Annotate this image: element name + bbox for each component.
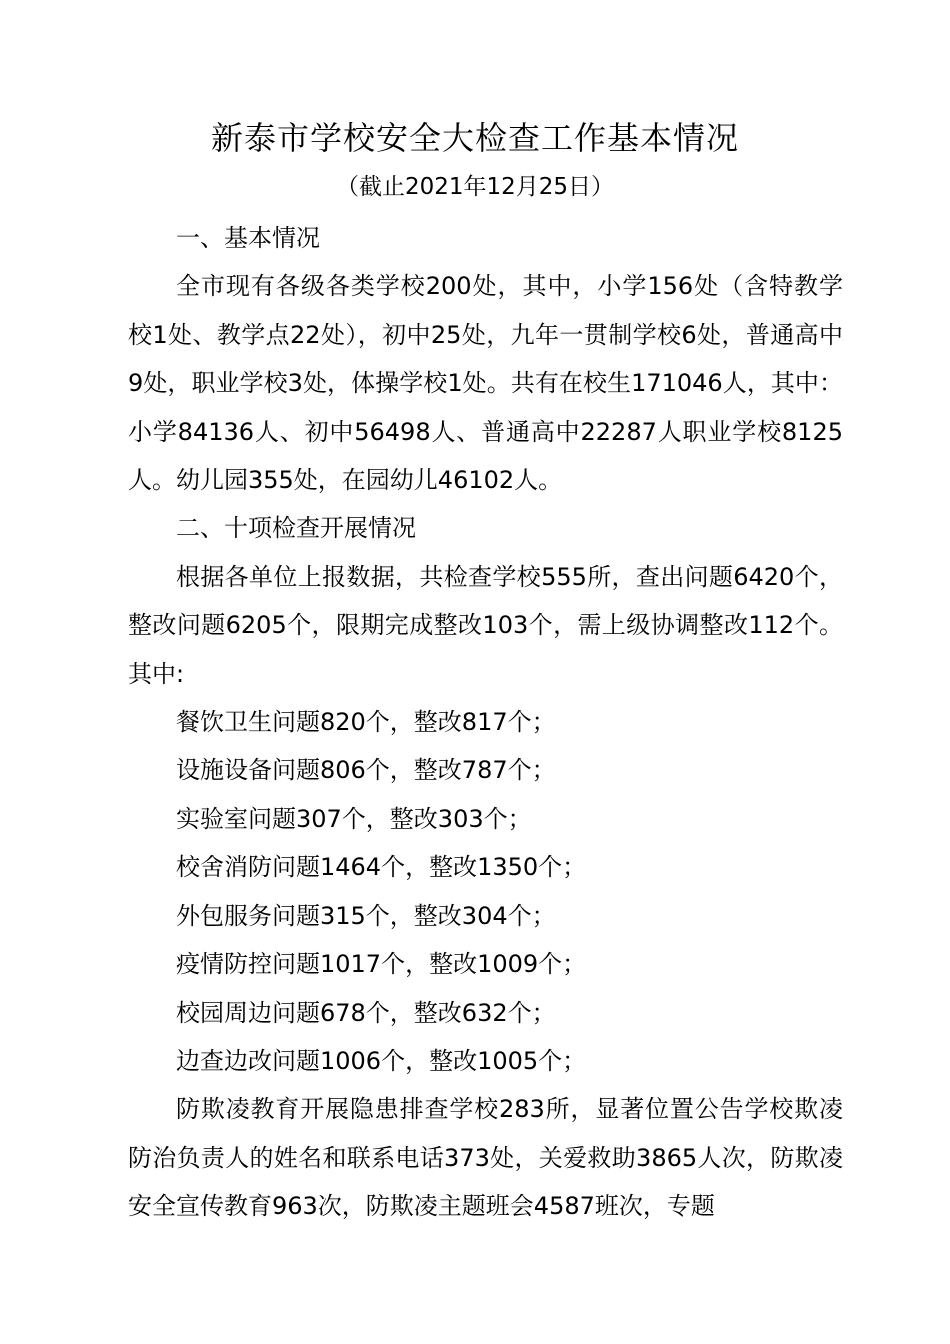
paragraph-anti-bullying: 防欺凌教育开展隐患排查学校283所，显著位置公告学校欺凌防治负责人的姓名和联系电话373处，关爱救助3865人次，防欺凌安全宣传教育963次，防欺凌主题班会4587班次，专题 — [128, 1095, 843, 1221]
document-body — [128, 214, 843, 1231]
section-heading-inspection: 二、十项检查开展情况 — [176, 514, 416, 543]
list-item: 校舍消防问题1464个，整改1350个； — [176, 853, 587, 882]
list-item: 设施设备问题806个，整改787个； — [176, 756, 556, 785]
paragraph-basic-info: 全市现有各级各类学校200处，其中，小学156处（含特教学校1处、教学点22处），初中25处，九年一贯制学校6处，普通高中9处，职业学校3处，体操学校1处。共有在校生171046人，其中：小学84136人、初中56498人、普通高中22287人职业学校8125人。幼儿园355处，在园幼儿46102人。 — [128, 272, 843, 495]
list-item: 餐饮卫生问题820个，整改817个； — [176, 708, 556, 737]
list-item: 边查边改问题1006个，整改1005个； — [176, 1046, 587, 1075]
section-heading-basic: 一、基本情况 — [176, 224, 320, 252]
list-item: 外包服务问题315个，整改304个； — [176, 901, 556, 930]
list-item: 实验室问题307个，整改303个； — [176, 804, 532, 833]
list-item: 疫情防控问题1017个，整改1009个； — [176, 950, 587, 979]
paragraph-inspection-summary: 根据各单位上报数据，共检查学校555所，查出问题6420个，整改问题6205个，限期完成整改103个，需上级协调整改112个。其中: — [128, 562, 843, 688]
list-item: 校园周边问题678个，整改632个； — [176, 998, 556, 1027]
document-subtitle: （截止2021年12月25日） — [335, 174, 615, 200]
document-title: 新泰市学校安全大检查工作基本情况 — [210, 119, 739, 157]
